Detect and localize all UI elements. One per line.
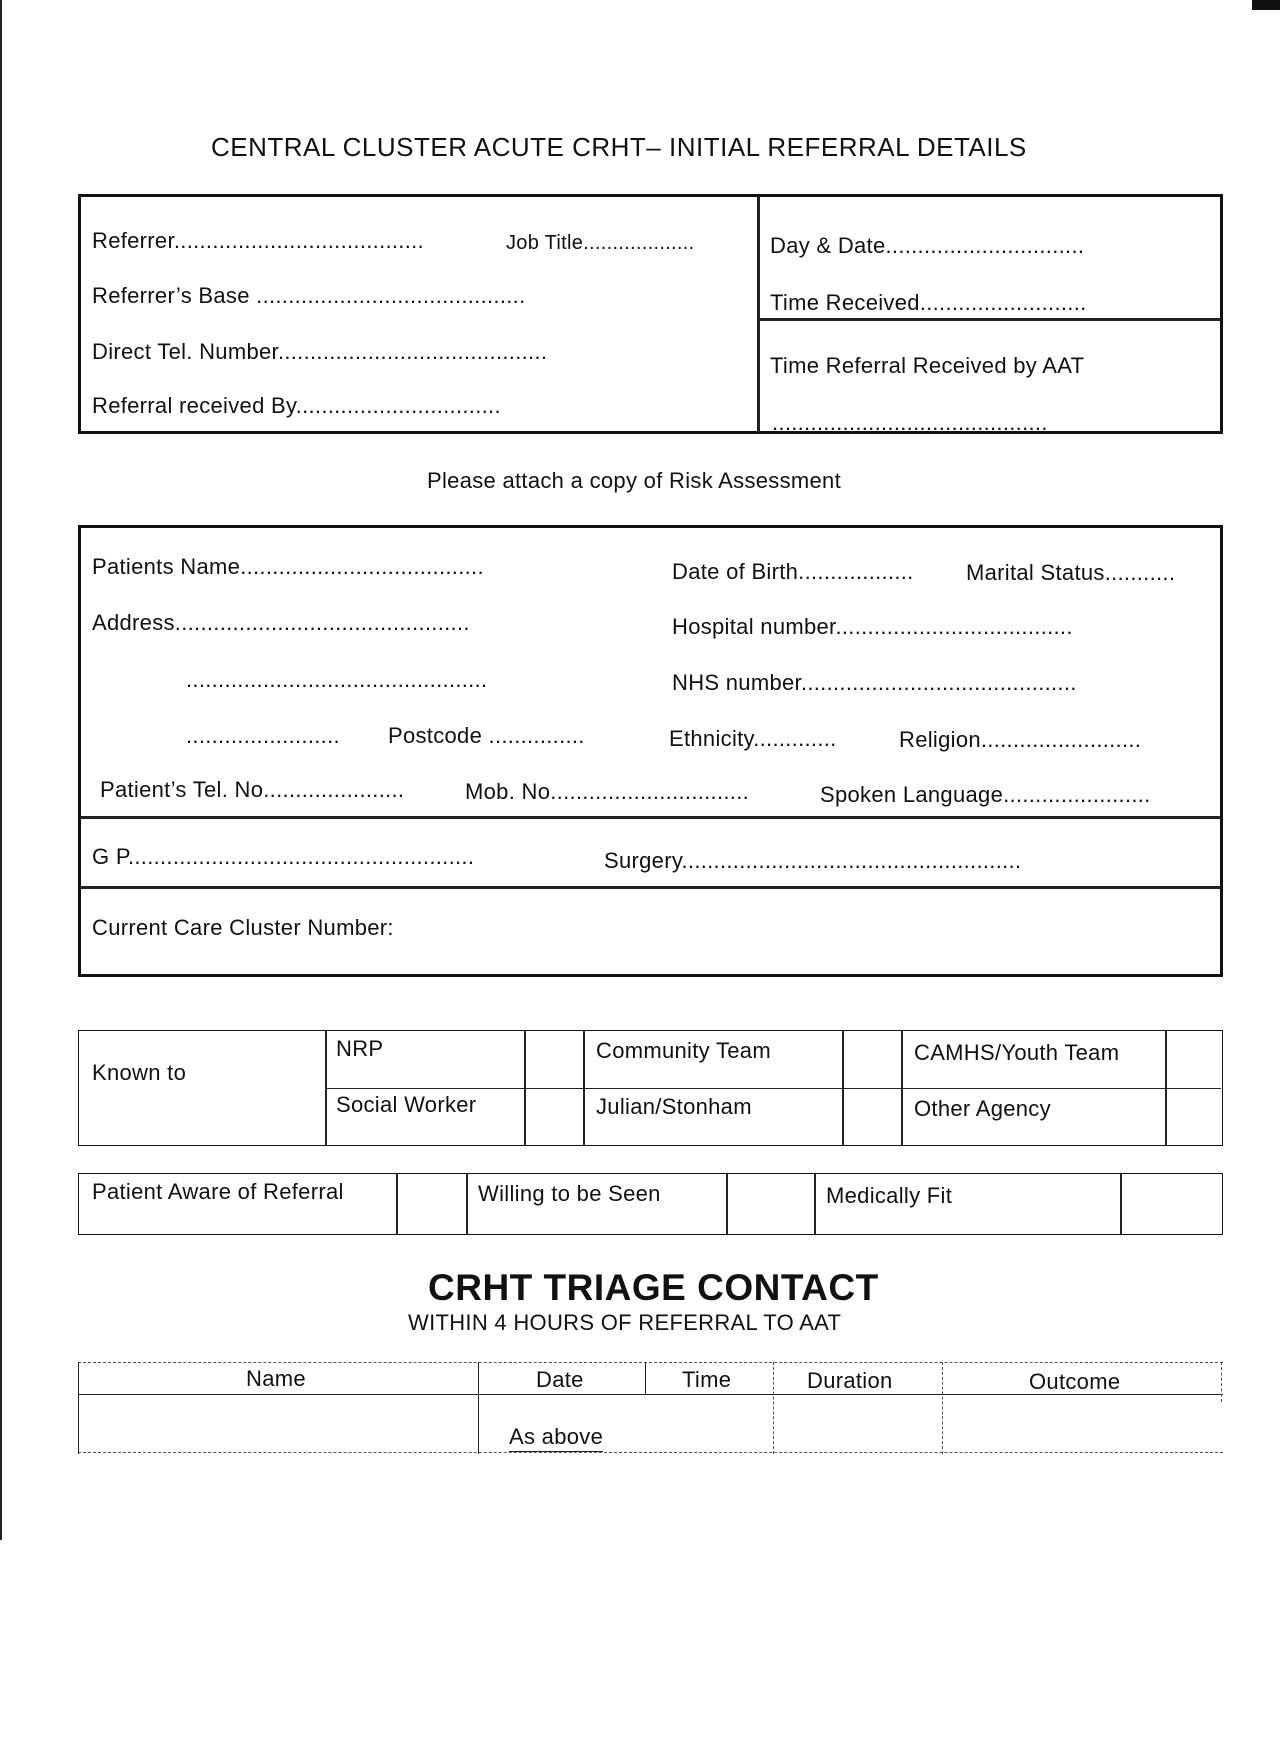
referrer-field[interactable]: Referrer....................................... <box>92 228 424 253</box>
triage-col-date-header: Date <box>536 1367 584 1392</box>
risk-assessment-note: Please attach a copy of Risk Assessment <box>427 468 842 493</box>
triage-col-duration <box>773 1362 774 1454</box>
dob-field[interactable]: Date of Birth.................. <box>672 559 914 584</box>
referral-received-by-field[interactable]: Referral received By................................ <box>92 393 501 418</box>
checkbox-camhs-youth-team[interactable] <box>1166 1032 1221 1087</box>
triage-col-time <box>645 1362 646 1394</box>
time-referral-aat-label: Time Referral Received by AAT <box>770 353 1085 378</box>
referrers-base-field[interactable]: Referrer’s Base .......................................... <box>92 283 526 308</box>
awareness-col-4 <box>814 1173 816 1235</box>
address-line-2-field[interactable]: ............................................... <box>186 667 488 692</box>
triage-col-name-header: Name <box>246 1366 306 1391</box>
triage-col-time-header: Time <box>682 1367 732 1392</box>
patient-gp-divider <box>80 816 1221 819</box>
checkbox-social-worker[interactable] <box>525 1090 582 1144</box>
religion-field[interactable]: Religion......................... <box>899 727 1142 752</box>
triage-name-cell[interactable] <box>80 1396 476 1450</box>
awareness-col-2 <box>466 1173 468 1235</box>
address-field[interactable]: Address.............................................. <box>92 610 470 635</box>
known-to-other-agency: Other Agency <box>914 1096 1051 1121</box>
patient-name-field[interactable]: Patients Name...................................... <box>92 554 484 579</box>
triage-col-date <box>478 1362 479 1454</box>
surgery-field[interactable]: Surgery..................................................... <box>604 848 1022 873</box>
referral-box-right-divider <box>759 318 1221 321</box>
scan-left-edge <box>0 0 2 1540</box>
known-to-camhs-youth-team: CAMHS/Youth Team <box>914 1040 1120 1065</box>
day-date-field[interactable]: Day & Date............................... <box>770 233 1085 258</box>
postcode-field[interactable]: Postcode ............... <box>388 723 585 748</box>
known-to-table <box>78 1030 1223 1146</box>
scan-corner-mark <box>1252 0 1280 10</box>
gp-cluster-divider <box>80 886 1221 889</box>
job-title-field[interactable]: Job Title................... <box>506 232 695 254</box>
checkbox-nrp[interactable] <box>525 1032 582 1087</box>
checkbox-julian-stonham[interactable] <box>843 1090 900 1144</box>
known-to-julian-stonham: Julian/Stonham <box>596 1094 752 1119</box>
triage-col-outcome-header: Outcome <box>1029 1369 1121 1394</box>
triage-table <box>78 1362 1223 1454</box>
mob-no-field[interactable]: Mob. No............................... <box>465 779 750 804</box>
triage-col-duration-header: Duration <box>807 1368 893 1393</box>
known-to-social-worker: Social Worker <box>336 1092 477 1117</box>
patient-tel-field[interactable]: Patient’s Tel. No...................... <box>100 777 405 802</box>
referral-box-divider <box>757 196 760 432</box>
known-to-community-team: Community Team <box>596 1038 771 1063</box>
form-title: CENTRAL CLUSTER ACUTE CRHT– INITIAL REFERRAL DETAILS <box>211 132 1027 162</box>
triage-top-border <box>78 1362 1223 1363</box>
triage-duration-cell[interactable] <box>775 1396 940 1450</box>
care-cluster-number-field[interactable]: Current Care Cluster Number: <box>92 915 394 940</box>
checkbox-patient-aware[interactable] <box>398 1175 464 1233</box>
willing-to-be-seen-label: Willing to be Seen <box>478 1181 661 1206</box>
time-referral-aat-field[interactable]: ........................................... <box>772 410 1048 435</box>
address-line-3-field[interactable]: ........................ <box>186 723 340 748</box>
spoken-language-field[interactable]: Spoken Language....................... <box>820 782 1151 807</box>
checkbox-community-team[interactable] <box>843 1032 900 1087</box>
direct-tel-field[interactable]: Direct Tel. Number.......................................... <box>92 339 548 364</box>
hospital-number-field[interactable]: Hospital number..................................... <box>672 614 1073 639</box>
triage-right-border <box>1221 1362 1222 1402</box>
triage-bottom-border <box>78 1452 1223 1453</box>
known-to-row-divider <box>325 1088 1221 1089</box>
checkbox-other-agency[interactable] <box>1166 1090 1221 1144</box>
triage-date-value: As above <box>509 1424 603 1452</box>
triage-title: CRHT TRIAGE CONTACT <box>428 1267 879 1308</box>
triage-col-outcome <box>942 1362 943 1454</box>
nhs-number-field[interactable]: NHS number........................................... <box>672 670 1077 695</box>
triage-time-cell[interactable] <box>647 1396 771 1450</box>
marital-status-field[interactable]: Marital Status........... <box>966 560 1176 585</box>
time-received-field[interactable]: Time Received.......................... <box>770 290 1087 315</box>
gp-field[interactable]: G P...................................................... <box>92 844 475 869</box>
checkbox-willing-to-be-seen[interactable] <box>728 1175 812 1233</box>
triage-left-border <box>78 1362 79 1454</box>
checkbox-medically-fit[interactable] <box>1122 1175 1221 1233</box>
triage-subtitle: WITHIN 4 HOURS OF REFERRAL TO AAT <box>408 1310 842 1335</box>
known-to-label: Known to <box>92 1060 187 1085</box>
awareness-table <box>78 1173 1223 1235</box>
medically-fit-label: Medically Fit <box>826 1183 953 1208</box>
known-to-nrp: NRP <box>336 1036 384 1061</box>
patient-aware-label: Patient Aware of Referral <box>92 1179 344 1204</box>
triage-outcome-cell[interactable] <box>944 1396 1221 1450</box>
ethnicity-field[interactable]: Ethnicity............. <box>669 726 837 751</box>
